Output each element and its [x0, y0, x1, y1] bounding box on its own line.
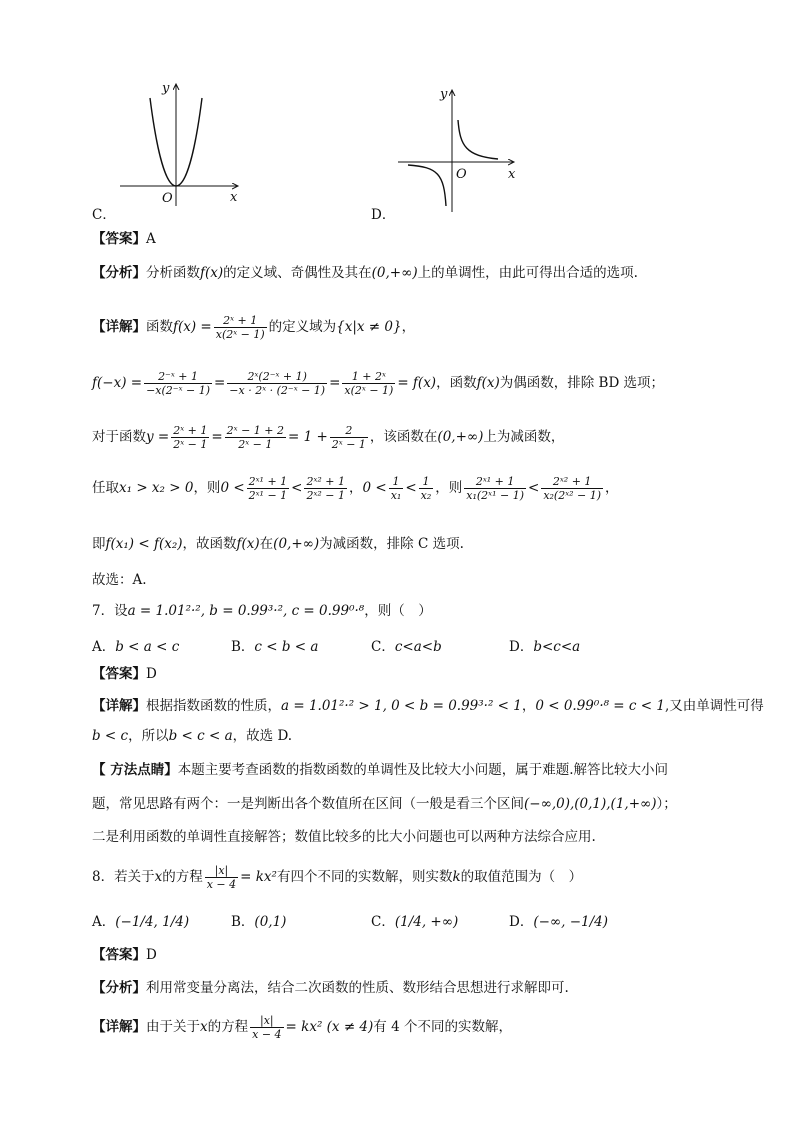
text: ，函数 [436, 375, 477, 392]
option-label: D． [509, 639, 534, 655]
math: 0 < [362, 480, 387, 497]
q6-analysis [92, 265, 638, 281]
text: ，故函数 [182, 536, 237, 552]
math: x [154, 869, 163, 886]
text: 本题主要考查函数的指数函数的单调性及比较大小问题，属于难题.解答比较大小问 [177, 762, 668, 778]
math: y = [146, 429, 170, 446]
q7-detail-line2 [92, 728, 292, 744]
answer-value: D [146, 947, 157, 963]
graph-d-x-label: x [508, 167, 516, 182]
branch-positive [458, 120, 498, 159]
q7-detail-line1 [92, 698, 764, 714]
text: ， [605, 480, 619, 497]
denominator: x₁(2ˣ¹ − 1) [466, 489, 524, 503]
math: x₁ > x₂ > 0 [119, 480, 194, 497]
text: 的定义域、奇偶性及其在 [223, 265, 372, 281]
fraction [464, 475, 526, 502]
branch-negative [408, 165, 446, 206]
text: 上为减函数， [483, 429, 565, 446]
text: 有四个不同的实数解，则实数 [276, 869, 453, 886]
text: 根据指数函数的性质， [146, 698, 281, 714]
denominator: x − 4 [252, 1028, 282, 1042]
q7-option-d[interactable] [509, 635, 580, 655]
math: b < c [92, 728, 129, 744]
text: 的方程 [207, 1019, 249, 1036]
graph-c [110, 78, 250, 208]
q8-option-a[interactable] [92, 910, 189, 930]
numerator: |x| [205, 864, 238, 878]
math: < [291, 480, 303, 497]
option-label: B． [231, 639, 255, 655]
math: 0 < [220, 480, 245, 497]
numerator: 2 [330, 424, 368, 438]
text: ,又由单调性可得 [664, 698, 764, 714]
numerator: |x| [250, 1014, 283, 1028]
math: k [452, 869, 461, 886]
denominator: x(2ˣ − 1) [344, 384, 394, 398]
numerator: 2ˣ(2⁻ˣ + 1) [227, 370, 327, 384]
denominator: x(2ˣ − 1) [215, 328, 265, 342]
text: 7．设 [92, 603, 128, 619]
math: {x|x ≠ 0} [336, 319, 402, 336]
math: < [528, 480, 540, 497]
numerator: 2ˣ + 1 [173, 424, 208, 437]
text: 题，常见思路有两个：一是判断出各个数值所在区间（一般是看三个区间 [92, 796, 524, 812]
math: f(−x) = [92, 375, 143, 392]
q6-detail-line4 [92, 424, 564, 451]
text: ， [521, 698, 536, 714]
text: ，则 [435, 480, 463, 497]
option-value: c < b < a [254, 639, 319, 655]
math: f(x) = [173, 319, 212, 336]
math: = 1 + [288, 429, 328, 446]
q7-option-a[interactable] [92, 635, 179, 655]
q7-option-b[interactable] [231, 635, 318, 655]
fraction [205, 864, 238, 891]
graph-d [394, 84, 524, 216]
analysis-tag: 【分析】 [92, 980, 146, 996]
denominator: 2ˣ¹ − 1 [248, 489, 288, 503]
detail-tag: 【详解】 [92, 698, 146, 714]
denominator: 2ˣ² − 1 [306, 489, 346, 503]
graph-c-origin-label: O [162, 191, 173, 206]
math: = f(x) [397, 375, 437, 392]
math: (0,+∞) [437, 429, 484, 446]
math: x [200, 1019, 208, 1036]
option-label: B． [231, 914, 255, 930]
denominator: x₁ [390, 489, 402, 503]
text: 的定义域为 [268, 319, 337, 336]
q6-conclusion: 故选：A. [92, 572, 147, 588]
text: 由于关于 [146, 1019, 200, 1036]
fraction [541, 475, 603, 502]
denominator: 2ˣ − 1 [173, 438, 208, 452]
option-value: (−1/4, 1/4) [115, 914, 190, 930]
math: = kx² (x ≠ 4) [285, 1019, 374, 1036]
option-label: C． [371, 639, 395, 655]
numerator: 1 [419, 475, 434, 489]
math: a = 1.01²·², b = 0.99³·², c = 0.99⁰·⁸ [127, 603, 365, 619]
numerator: 1 [389, 475, 404, 489]
q6-detail-line5 [92, 475, 619, 502]
text: 分析函数 [146, 265, 200, 281]
option-value: (−∞, −1/4) [533, 914, 609, 930]
math: f(x) [200, 265, 224, 281]
math: = [213, 375, 226, 392]
text: 为偶函数，排除 BD 选项； [499, 375, 665, 392]
fraction [304, 475, 347, 502]
answer-value: D [146, 666, 157, 682]
detail-tag: 【详解】 [92, 1019, 146, 1036]
text: ， [349, 480, 363, 497]
q7-option-c[interactable] [371, 635, 442, 655]
text: ，则（ ） [364, 603, 432, 619]
q6-answer [92, 231, 156, 247]
graph-c-x-label: x [230, 190, 238, 205]
q7-method-line2 [92, 796, 677, 812]
math: b < c < a [168, 728, 233, 744]
denominator: x₂ [420, 489, 432, 503]
numerator: 2ˣ² + 1 [306, 475, 346, 488]
option-value: c<a<b [394, 639, 442, 655]
math: f(x) [236, 536, 260, 552]
q8-stem [92, 864, 582, 891]
fraction [389, 475, 404, 502]
fraction [330, 424, 368, 451]
detail-tag: 【详解】 [92, 319, 146, 336]
numerator: 2ˣ + 1 [214, 314, 267, 328]
text: ，故选 D. [232, 728, 293, 744]
q7-answer [92, 666, 157, 682]
denominator: −x(2⁻ˣ − 1) [146, 384, 210, 398]
numerator: 1 + 2ˣ [342, 370, 395, 384]
math: < [405, 480, 417, 497]
answer-value: A [146, 231, 156, 247]
graph-c-label: C． [92, 207, 116, 223]
text: 函数 [146, 319, 173, 336]
option-value: (1/4, +∞) [394, 914, 459, 930]
math: a = 1.01²·² > 1, 0 < b = 0.99³·² < 1 [281, 698, 522, 714]
q8-option-b[interactable] [231, 910, 286, 930]
text: 的方程 [162, 869, 203, 886]
graph-d-label: D． [371, 207, 396, 223]
text: 上的单调性，由此可得出合适的选项. [417, 265, 638, 281]
text: 任取 [92, 480, 119, 497]
math: = [329, 375, 341, 392]
answer-tag: 【答案】 [92, 666, 146, 682]
q6-detail-line3 [92, 370, 664, 397]
fraction [419, 475, 434, 502]
math: f(x) [476, 375, 500, 392]
text: ，所以 [128, 728, 169, 744]
fraction [227, 370, 327, 397]
option-value: b<c<a [533, 639, 581, 655]
denominator: 2ˣ − 1 [331, 438, 366, 452]
fraction [214, 314, 267, 341]
method-tag: 【 方法点睛】 [92, 762, 178, 778]
graph-d-y-label: y [440, 87, 448, 102]
text: ，该函数在 [369, 429, 438, 446]
graph-d-origin-label: O [456, 167, 467, 182]
graph-c-y-label: y [162, 81, 170, 96]
q7-method-line3: 二是利用函数的单调性直接解答；数值比较多的比大小问题也可以两种方法综合应用. [92, 829, 596, 845]
fraction [144, 370, 212, 397]
denominator: x − 4 [206, 878, 237, 892]
math: = [211, 429, 223, 446]
math: (0,+∞) [273, 536, 320, 552]
numerator: 2⁻ˣ + 1 [144, 370, 212, 384]
numerator: 2ˣ¹ + 1 [248, 475, 288, 488]
math: = kx² [240, 869, 277, 886]
numerator: 2ˣ − 1 + 2 [226, 424, 284, 437]
text: ，则 [193, 480, 221, 497]
fraction [250, 1014, 283, 1041]
option-label: A． [92, 914, 116, 930]
q8-analysis [92, 980, 569, 996]
numerator: 2ˣ¹ + 1 [464, 475, 526, 489]
math: f(x₁) < f(x₂) [105, 536, 183, 552]
text: 为减函数，排除 C 选项. [319, 536, 464, 552]
text: 利用常变量分离法，结合二次函数的性质、数形结合思想进行求解即可. [146, 980, 569, 996]
text: 的取值范围为（ ） [460, 869, 583, 886]
q7-method-line1 [92, 762, 668, 778]
text: 即 [92, 536, 106, 552]
option-value: b < a < c [115, 639, 180, 655]
fraction [225, 424, 286, 451]
denominator: x₂(2ˣ² − 1) [543, 489, 602, 503]
q6-detail-line6 [92, 536, 464, 552]
fraction [171, 424, 209, 451]
text: 对于函数 [92, 429, 146, 446]
math: (0,+∞) [371, 265, 418, 281]
fraction [247, 475, 290, 502]
denominator: −x · 2ˣ · (2⁻ˣ − 1) [229, 384, 326, 398]
text: 有 4 个不同的实数解， [373, 1019, 512, 1036]
q8-detail [92, 1014, 512, 1041]
math: 0 < 0.99⁰·⁸ = c < 1 [535, 698, 665, 714]
answer-tag: 【答案】 [92, 231, 146, 247]
option-label: A． [92, 639, 116, 655]
option-label: C． [371, 914, 395, 930]
math: (−∞,0),(0,1),(1,+∞) [524, 796, 657, 812]
text: 8．若关于 [92, 869, 155, 886]
q6-detail-line1 [92, 314, 415, 341]
answer-tag: 【答案】 [92, 947, 146, 963]
option-label: D． [509, 914, 534, 930]
option-value: (0,1) [254, 914, 287, 930]
q7-stem [92, 603, 432, 619]
text: 在 [259, 536, 274, 552]
analysis-tag: 【分析】 [92, 265, 146, 281]
fraction [342, 370, 395, 397]
q8-answer [92, 947, 157, 963]
text: ， [401, 319, 416, 336]
q8-option-c[interactable] [371, 910, 458, 930]
denominator: 2ˣ − 1 [238, 438, 273, 452]
numerator: 2ˣ² + 1 [541, 475, 603, 489]
text: ）； [656, 796, 677, 812]
q8-option-d[interactable] [509, 910, 608, 930]
